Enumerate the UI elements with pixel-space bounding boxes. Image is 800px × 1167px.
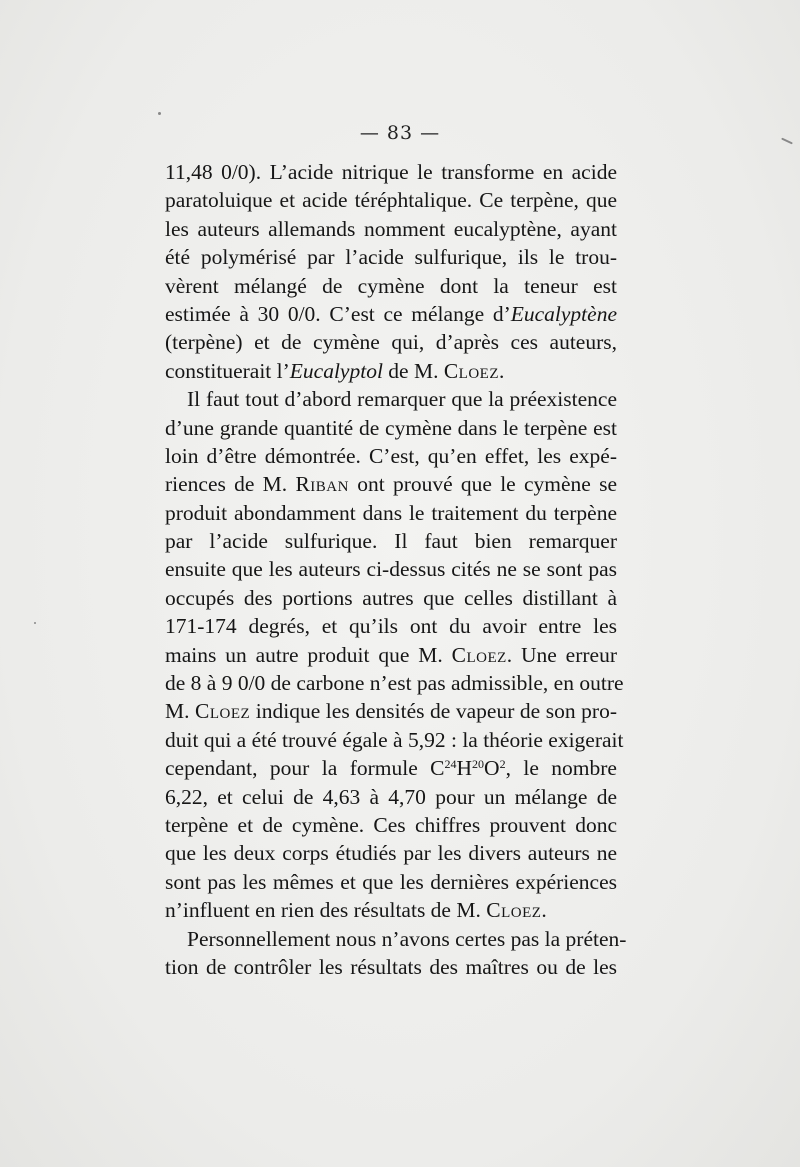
text-line <box>165 215 617 243</box>
text-run: les auteurs allemands nomment eucalyptène, ayant <box>165 216 617 241</box>
text-run: , le nombre <box>505 756 617 781</box>
paper-speck <box>34 622 36 624</box>
text-run: tion de contrôler les résultats des maîtres ou de les <box>165 954 617 979</box>
text-line <box>165 243 617 271</box>
text-line <box>165 783 617 811</box>
text-line <box>165 925 627 953</box>
text-run: été polymérisé par l’acide sulfurique, ils le trou- <box>165 245 617 270</box>
text-line <box>165 499 617 527</box>
text-run: riences de M. <box>165 472 296 497</box>
superscript: 2 <box>499 757 506 772</box>
superscript: 20 <box>472 757 485 772</box>
author-name: Riban <box>295 472 349 497</box>
text-line <box>165 555 617 583</box>
text-line <box>165 527 617 555</box>
text-run: sont pas les mêmes et que les dernières expériences <box>165 869 617 894</box>
superscript: 24 <box>444 757 457 772</box>
text-run: H <box>456 756 473 781</box>
text-line <box>165 896 617 924</box>
text-line <box>165 584 617 612</box>
text-line <box>165 442 617 470</box>
body-text <box>165 158 627 981</box>
text-run: M. <box>165 699 196 724</box>
text-run: de M. <box>382 358 444 383</box>
text-line <box>165 414 617 442</box>
text-run: duit qui a été trouvé égale à 5,92 : la théorie exigerait <box>165 727 624 752</box>
text-run: Il faut tout d’abord remarquer que la préexistence <box>187 387 617 412</box>
text-run: (terpène) et de cymène qui, d’après ces auteurs, <box>165 330 617 355</box>
text-line <box>165 697 617 725</box>
text-run: . Une erreur <box>506 642 618 667</box>
text-run: 6,22, et celui de 4,63 à 4,70 pour un mélange de <box>165 784 617 809</box>
author-name: Cloez <box>486 898 542 923</box>
text-run: produit abondamment dans le traitement du terpène <box>165 500 617 525</box>
text-run: terpène et de cymène. Ces chiffres prouvent donc <box>165 812 617 837</box>
text-run: que les deux corps étudiés par les divers auteurs ne <box>165 841 617 866</box>
author-name: Cloez <box>451 642 507 667</box>
text-line <box>165 470 617 498</box>
italic-term: Eucalyptène <box>510 301 617 326</box>
text-run: mains un autre produit que M. <box>165 642 452 667</box>
text-line <box>165 754 617 782</box>
text-line <box>165 186 617 214</box>
text-run: O <box>484 756 500 781</box>
text-run: . <box>499 358 505 383</box>
text-line <box>165 385 617 413</box>
text-line <box>165 726 624 754</box>
text-run: loin d’être démontrée. C’est, qu’en effet, les expé- <box>165 443 617 468</box>
text-run: d’une grande quantité de cymène dans le terpène est <box>165 415 617 440</box>
text-line <box>165 839 617 867</box>
text-line <box>165 868 617 896</box>
text-line <box>165 357 617 385</box>
text-run: estimée à 30 0/0. C’est ce mélange d’ <box>165 301 511 326</box>
text-run: n’influent en rien des résultats de M. <box>165 898 487 923</box>
text-run: Personnellement nous n’avons certes pas la préten- <box>187 926 627 951</box>
text-line <box>165 641 617 669</box>
text-run: indique les densités de vapeur de son pro- <box>250 699 617 724</box>
text-run: constituerait l’ <box>165 358 290 383</box>
text-line <box>165 953 617 981</box>
italic-term: Eucalyptol <box>289 358 383 383</box>
text-run: ont prouvé que le cymène se <box>348 472 617 497</box>
text-line <box>165 669 624 697</box>
text-run: de 8 à 9 0/0 de carbone n’est pas admissible, en outre <box>165 671 624 696</box>
text-run: par l’acide sulfurique. Il faut bien remarquer <box>165 529 617 554</box>
text-run: cependant, pour la formule C <box>165 756 445 781</box>
text-line <box>165 328 617 356</box>
text-line <box>165 272 617 300</box>
text-line <box>165 612 617 640</box>
paper-speck <box>158 112 161 115</box>
text-run: vèrent mélangé de cymène dont la teneur est <box>165 273 617 298</box>
text-run: . <box>541 898 547 923</box>
text-line <box>165 811 617 839</box>
author-name: Cloez <box>443 358 500 383</box>
text-run: 11,48 0/0). L’acide nitrique le transforme en acide <box>165 160 617 184</box>
author-name: Cloez <box>195 699 251 724</box>
text-line <box>165 300 617 328</box>
text-line <box>165 158 617 186</box>
text-run: occupés des portions autres que celles distillant à <box>165 585 617 610</box>
text-run: paratoluique et acide téréphtalique. Ce terpène, que <box>165 188 617 213</box>
page-number: — 83 — <box>359 122 441 144</box>
text-run: ensuite que les auteurs ci-dessus cités ne se sont pas <box>165 557 617 582</box>
text-run: 171-174 degrés, et qu’ils ont du avoir entre les <box>165 614 617 639</box>
